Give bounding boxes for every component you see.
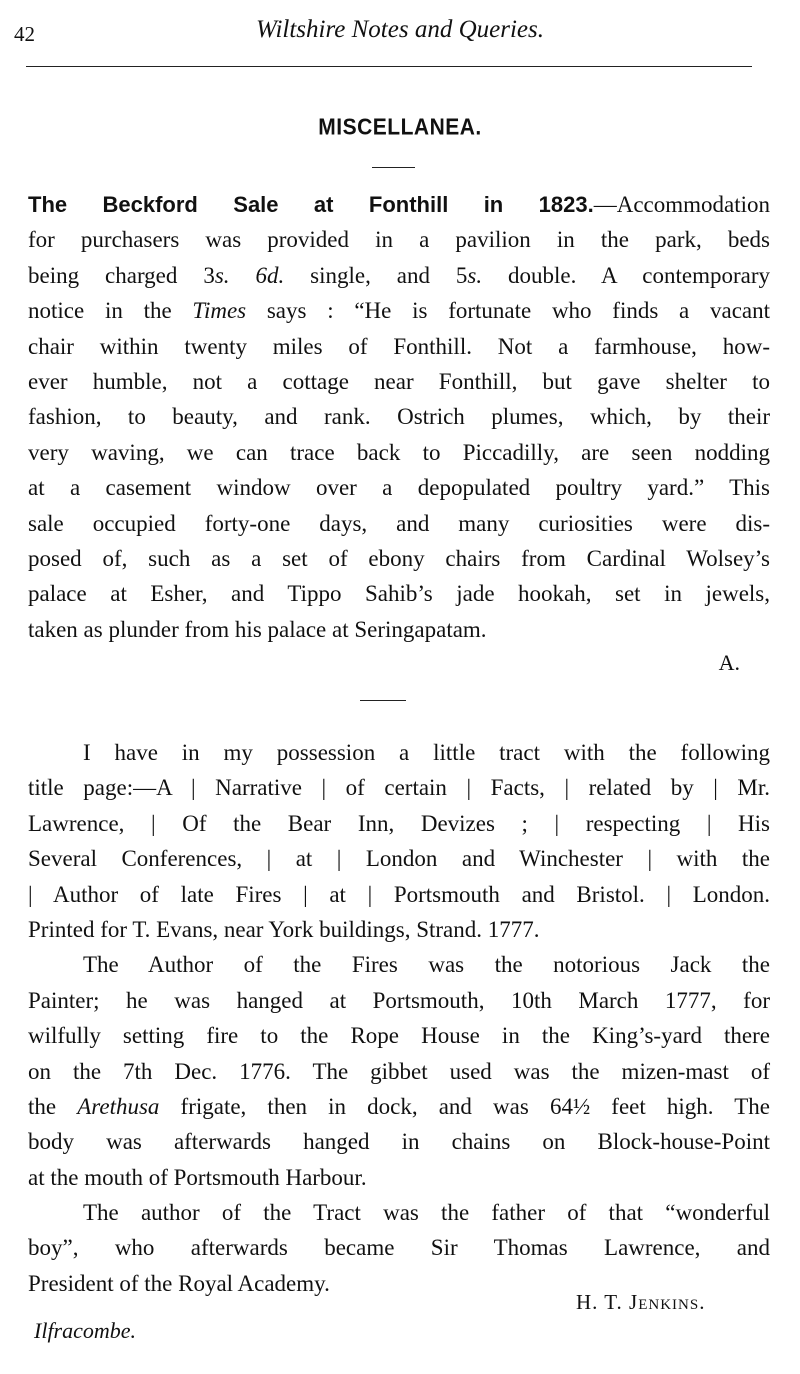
text-line bbox=[28, 983, 770, 1018]
text-run: very waving, we can trace back to Piccadilly, are seen nodding bbox=[28, 439, 770, 465]
text-line bbox=[28, 541, 770, 576]
text-line bbox=[28, 470, 770, 505]
article-lawrence-tract bbox=[28, 735, 770, 1301]
page-number: 42 bbox=[14, 22, 35, 46]
text-run: palace at Esher, and Tippo Sahib’s jade hookah, set in jewels, bbox=[28, 581, 770, 607]
text-run: sale occupied forty-one days, and many curiosities were dis- bbox=[28, 510, 770, 536]
text-run: for purchasers was provided in a pavilion in the park, beds bbox=[28, 227, 770, 253]
text-line bbox=[28, 1054, 770, 1089]
text-run: The author of the Tract was the father of that “wonderful bbox=[83, 1200, 770, 1226]
text-run: President of the Royal Academy. bbox=[28, 1270, 330, 1296]
text-run: notice in the bbox=[28, 298, 193, 324]
text-line bbox=[28, 947, 770, 982]
text-line bbox=[28, 841, 770, 876]
text-line bbox=[28, 1089, 770, 1124]
text-run: body was afterwards hanged in chains on Block-house-Point bbox=[28, 1129, 770, 1155]
text-line bbox=[28, 293, 770, 328]
text-line bbox=[28, 612, 770, 647]
text-line bbox=[28, 806, 770, 841]
article-signature: A. bbox=[718, 650, 740, 675]
italic-text: s. bbox=[214, 262, 230, 288]
text-line bbox=[28, 877, 770, 912]
text-run: double. A contemporary bbox=[482, 262, 771, 288]
text-line bbox=[28, 1160, 770, 1195]
text-run: chair within twenty miles of Fonthill. Not a farmhouse, how- bbox=[28, 333, 770, 359]
text-run: I have in my possession a little tract with the following bbox=[83, 740, 770, 765]
text-line bbox=[28, 399, 770, 434]
text-run: Several Conferences, | at | London and Winchester | with the bbox=[28, 846, 770, 872]
text-line bbox=[28, 912, 770, 947]
text-run: Painter; he was hanged at Portsmouth, 10th March 1777, for bbox=[28, 987, 770, 1013]
text-line bbox=[28, 1195, 770, 1230]
italic-text: Arethusa bbox=[77, 1093, 160, 1119]
text-run: single, and 5 bbox=[284, 262, 468, 288]
text-run: —Accommodation bbox=[593, 192, 770, 217]
text-run: boy”, who afterwards became Sir Thomas Lawrence, and bbox=[28, 1235, 770, 1261]
italic-text: 6d. bbox=[255, 262, 285, 288]
text-run: the bbox=[28, 1093, 78, 1119]
text-run bbox=[230, 263, 256, 288]
author-signature: H. T. Jenkins. bbox=[576, 1290, 706, 1314]
author-place: Ilfracombe. bbox=[34, 1318, 137, 1343]
text-line bbox=[28, 364, 770, 399]
article-beckford-sale bbox=[28, 187, 770, 647]
text-line bbox=[28, 1230, 770, 1265]
text-run: says : “He is fortunate who finds a vacant bbox=[246, 298, 771, 324]
text-run: wilfully setting fire to the Rope House in the King’s-yard there bbox=[28, 1023, 770, 1049]
text-run: frigate, then in dock, and was 64½ feet high. The bbox=[159, 1093, 770, 1119]
text-run: posed of, such as a set of ebony chairs from Cardinal Wolsey’s bbox=[28, 545, 770, 571]
text-line bbox=[28, 506, 770, 541]
text-line bbox=[28, 735, 770, 770]
text-run: Printed for T. Evans, near York buildings, Strand. 1777. bbox=[28, 916, 540, 942]
text-line bbox=[28, 1124, 770, 1159]
text-run: The Author of the Fires was the notorious Jack the bbox=[83, 952, 770, 978]
header-rule bbox=[26, 66, 752, 67]
article-heading: The Beckford Sale at Fonthill in 1823. bbox=[28, 192, 594, 217]
text-run: | Author of late Fires | at | Portsmouth and Bristol. | London. bbox=[28, 881, 770, 907]
text-run: on the 7th Dec. 1776. The gibbet used was the mizen-mast of bbox=[28, 1058, 770, 1084]
text-run: being charged 3 bbox=[28, 262, 215, 288]
text-run: Lawrence, | Of the Bear Inn, Devizes ; | respecting | His bbox=[28, 810, 770, 836]
text-line bbox=[28, 1018, 770, 1053]
text-run: at a casement window over a depopulated poultry yard.” This bbox=[28, 475, 770, 501]
text-line bbox=[28, 258, 770, 293]
running-title: Wiltshire Notes and Queries. bbox=[256, 16, 544, 43]
text-run: taken as plunder from his palace at Seringapatam. bbox=[28, 616, 487, 642]
text-line bbox=[28, 770, 770, 805]
section-divider bbox=[372, 167, 415, 168]
text-run: fashion, to beauty, and rank. Ostrich plumes, which, by their bbox=[28, 404, 770, 430]
section-title: MISCELLANEA. bbox=[318, 114, 482, 141]
text-line bbox=[28, 222, 770, 257]
text-run: title page:—A | Narrative | of certain | Facts, | related by | Mr. bbox=[28, 775, 770, 801]
text-run: ever humble, not a cottage near Fonthill, but gave shelter to bbox=[28, 368, 770, 394]
text-line bbox=[28, 329, 770, 364]
text-line bbox=[28, 576, 770, 611]
italic-text: Times bbox=[192, 298, 247, 324]
text-line bbox=[28, 187, 770, 222]
text-line bbox=[28, 435, 770, 470]
article-divider bbox=[360, 700, 406, 701]
text-run: at the mouth of Portsmouth Harbour. bbox=[28, 1164, 367, 1190]
italic-text: s. bbox=[467, 262, 483, 288]
